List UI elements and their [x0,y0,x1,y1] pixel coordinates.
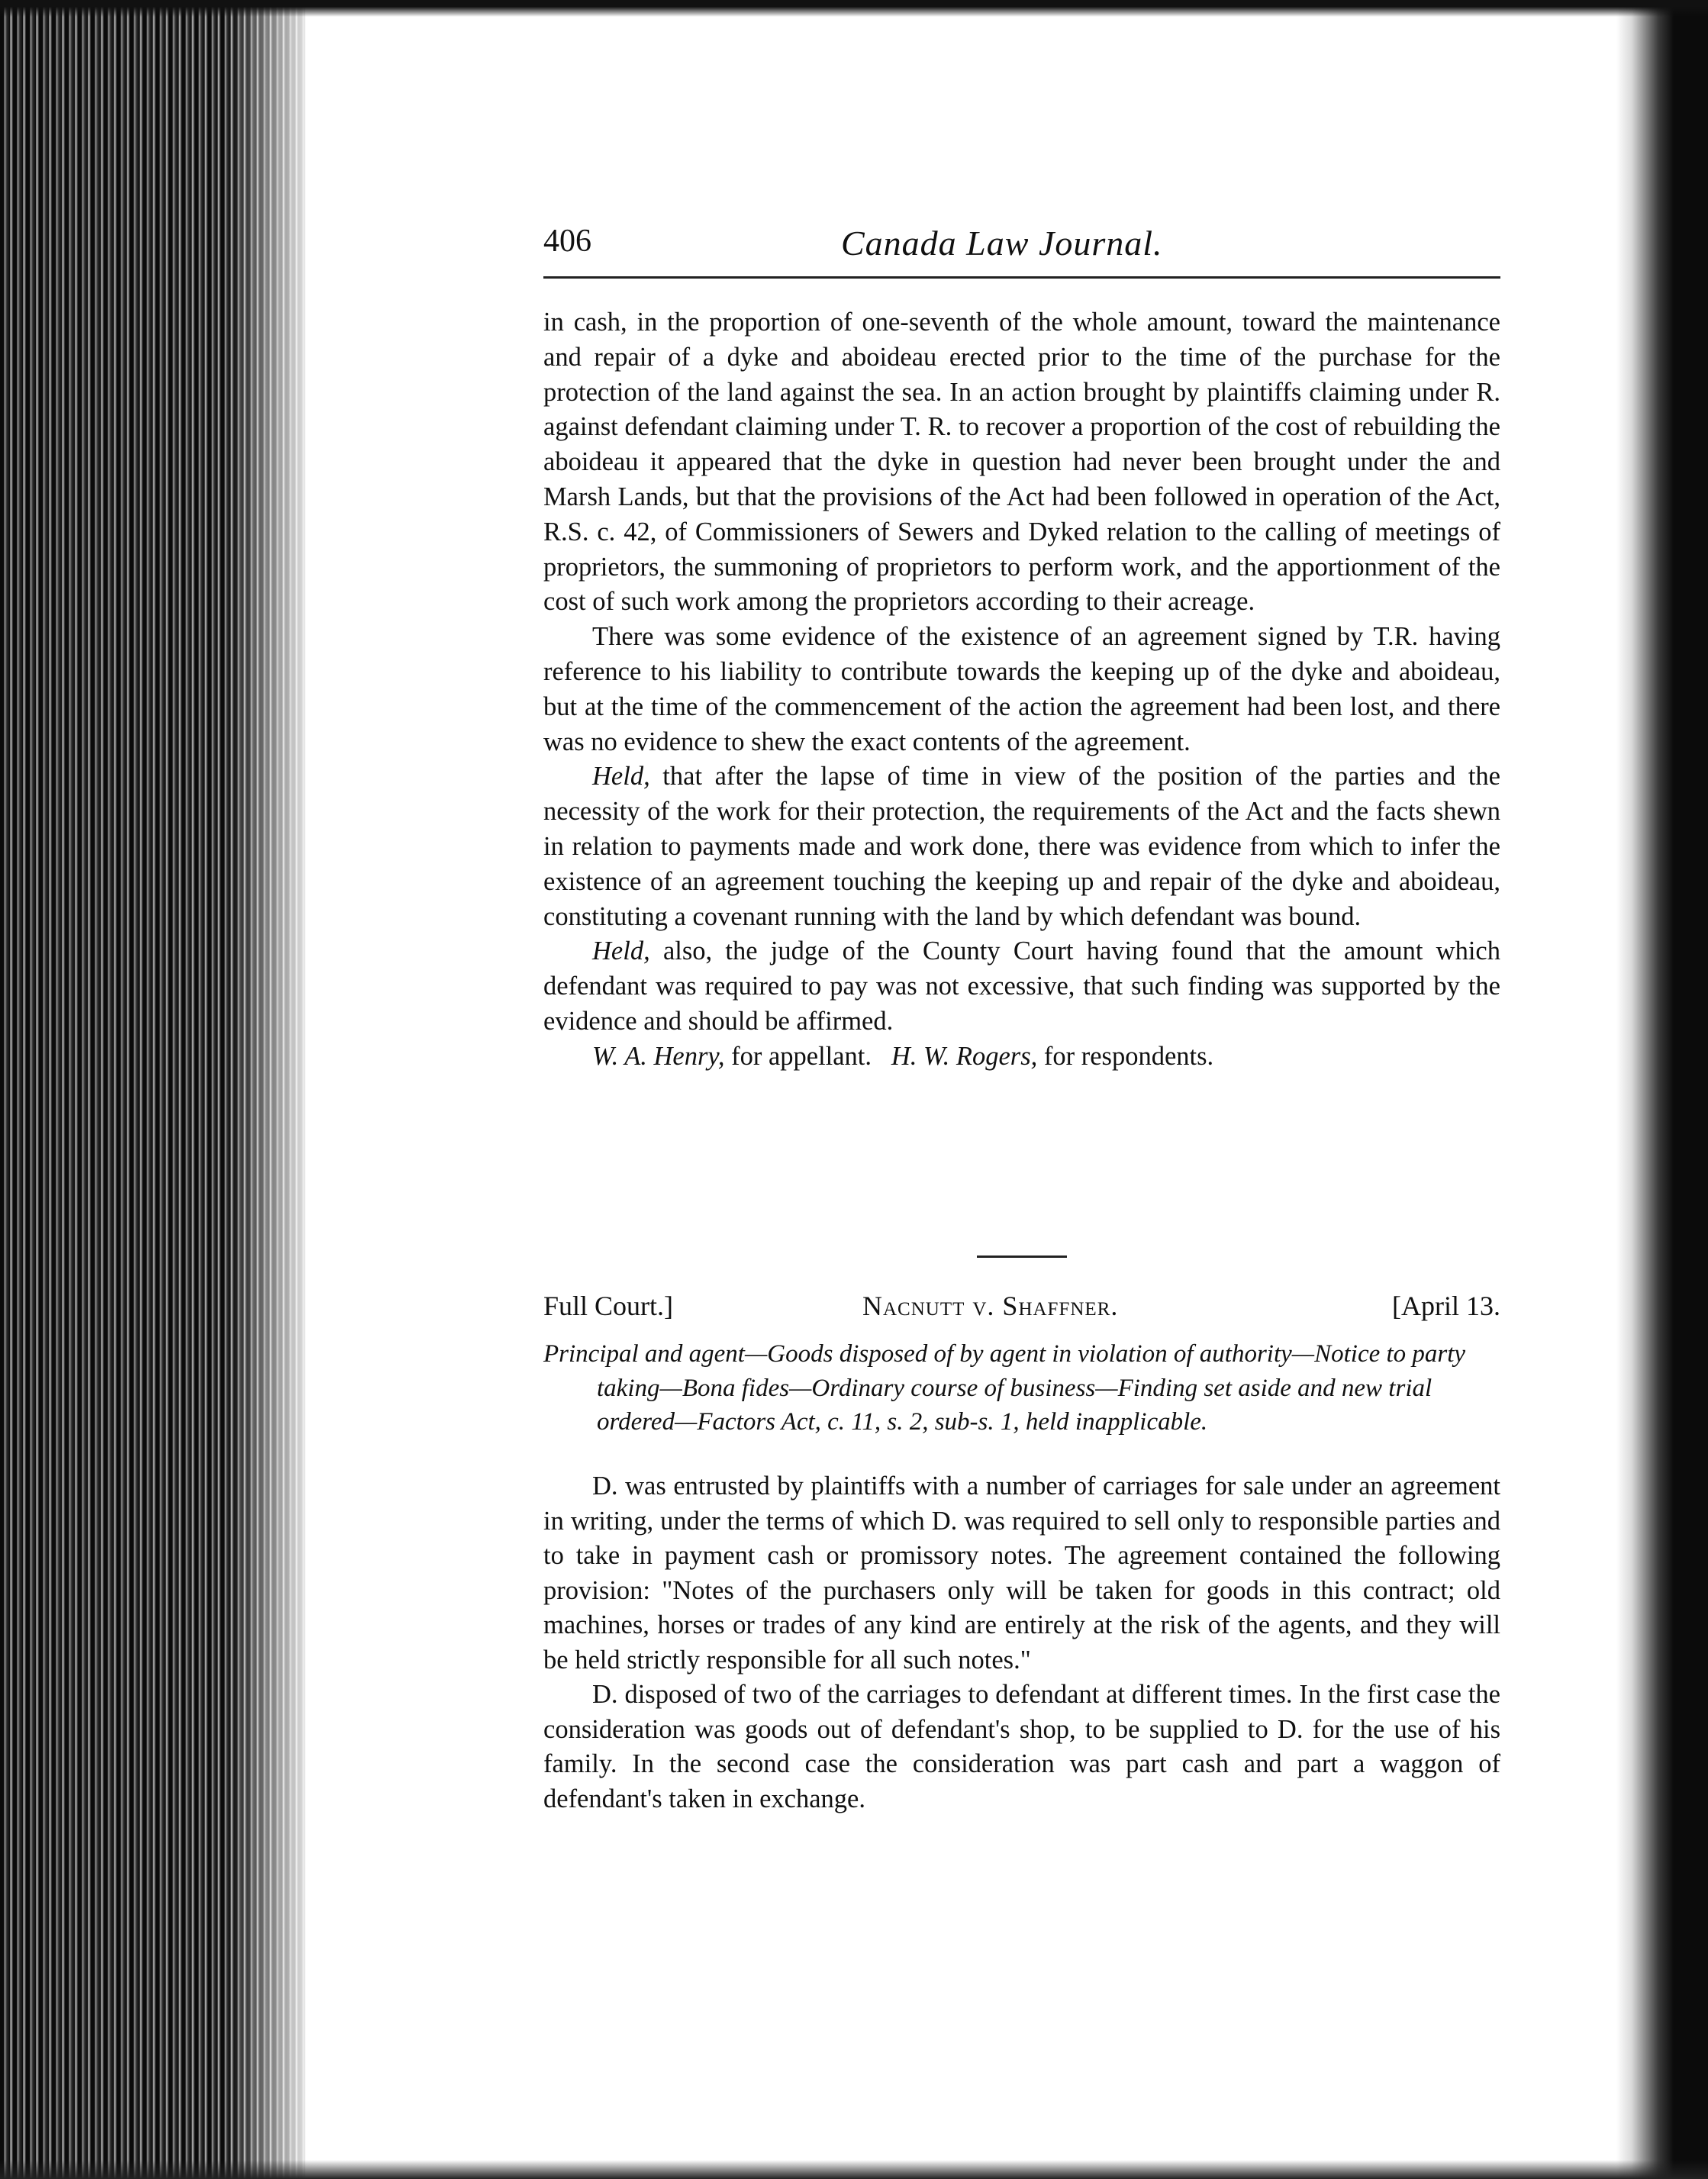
appellant-role: for appellant. [724,1041,872,1071]
case-one-report [543,305,1500,1075]
page-number: 406 [543,224,591,259]
case-name: Nacnutt v. Shaffner. [862,1291,1119,1321]
held-label: Held, [592,762,650,791]
headnote-text: Principal and agent—Goods disposed of by agent in violation of authority—Notice to party taking—Bona fides—Ordinary course of business—Finding set aside and new trial ordered—Factors Act, c. 11, s. 2, sub-s. 1, held inapplicable. [543,1340,1466,1436]
case-two-heading [543,1290,1500,1328]
counsel-line [543,1040,1500,1075]
header-rule [543,276,1500,279]
appellant-counsel: W. A. Henry, [592,1041,725,1071]
report-paragraph: D. was entrusted by plaintiffs with a number of carriages for sale under an agreement in writing, under the terms of which D. was required to sell only to responsible parties and to take in payment cash or promissory notes. The agreement contained the following provision: "Notes of the purchasers only will be taken for goods in this contract; old machines, horses or trades of any kind are entirely at the risk of the agents, and they will be held strictly responsible for all such notes." [543,1471,1500,1675]
held-text: that after the lapse of time in view of the position of the parties and the necessity of the work for their protection, the requirements of the Act and the facts shewn in relation to payments made and work done, there was evidence from which to infer the existence of an agreement touching the keeping up and repair of the dyke and aboideau, constituting a covenant running with the land by which defendant was bound. [543,762,1500,931]
held-label: Held, [592,936,650,966]
case-date: [April 13. [1392,1291,1500,1321]
case-two-report [543,1469,1500,1816]
journal-page [543,0,1500,2179]
running-title: Canada Law Journal. [841,224,1163,263]
held-paragraph [543,759,1500,934]
report-paragraph: in cash, in the proportion of one-seventh of the whole amount, toward the maintenance and repair of a dyke and aboideau erected prior to the time of the purchase for the protection of the land against the sea. In an action brought by plaintiffs claiming under R. against defendant claiming under T. R. to recover a proportion of the cost of rebuilding the aboideau it appeared that the dyke in question had never been brought under the and Marsh Lands, but that the provisions of the Act had been followed in operation of the Act, R.S. c. 42, of Commissioners of Sewers and Dyked relation to the calling of meetings of proprietors, the summoning of proprietors to perform work, and the apportionment of the cost of such work among the proprietors according to their acreage. [543,308,1500,617]
headnote [543,1337,1500,1439]
binding-shadow [229,0,336,2179]
page-header [543,223,1500,276]
held-paragraph [543,934,1500,1039]
respondent-counsel: H. W. Rogers, [891,1041,1038,1071]
page-right-edge [1616,0,1708,2179]
report-paragraph: There was some evidence of the existence of an agreement signed by T.R. having reference to his liability to contribute towards the keeping up of the dyke and aboideau, but at the time of the commencement of the action the agreement had been lost, and there was no evidence to shew the exact contents of the agreement. [543,622,1500,756]
case-separator-rule [977,1256,1067,1258]
report-paragraph: D. disposed of two of the carriages to defendant at different times. In the first case the consideration was goods out of defendant's shop, to be supplied to D. for the use of his family. In the second case the consideration was part cash and part a waggon of defendant's taken in exchange. [543,1680,1500,1813]
court-label: Full Court.] [543,1291,674,1321]
held-text: also, the judge of the County Court having found that the amount which defendant was required to pay was not excessive, that such finding was supported by the evidence and should be affirmed. [543,936,1500,1036]
respondent-role: for respondents. [1037,1041,1214,1071]
